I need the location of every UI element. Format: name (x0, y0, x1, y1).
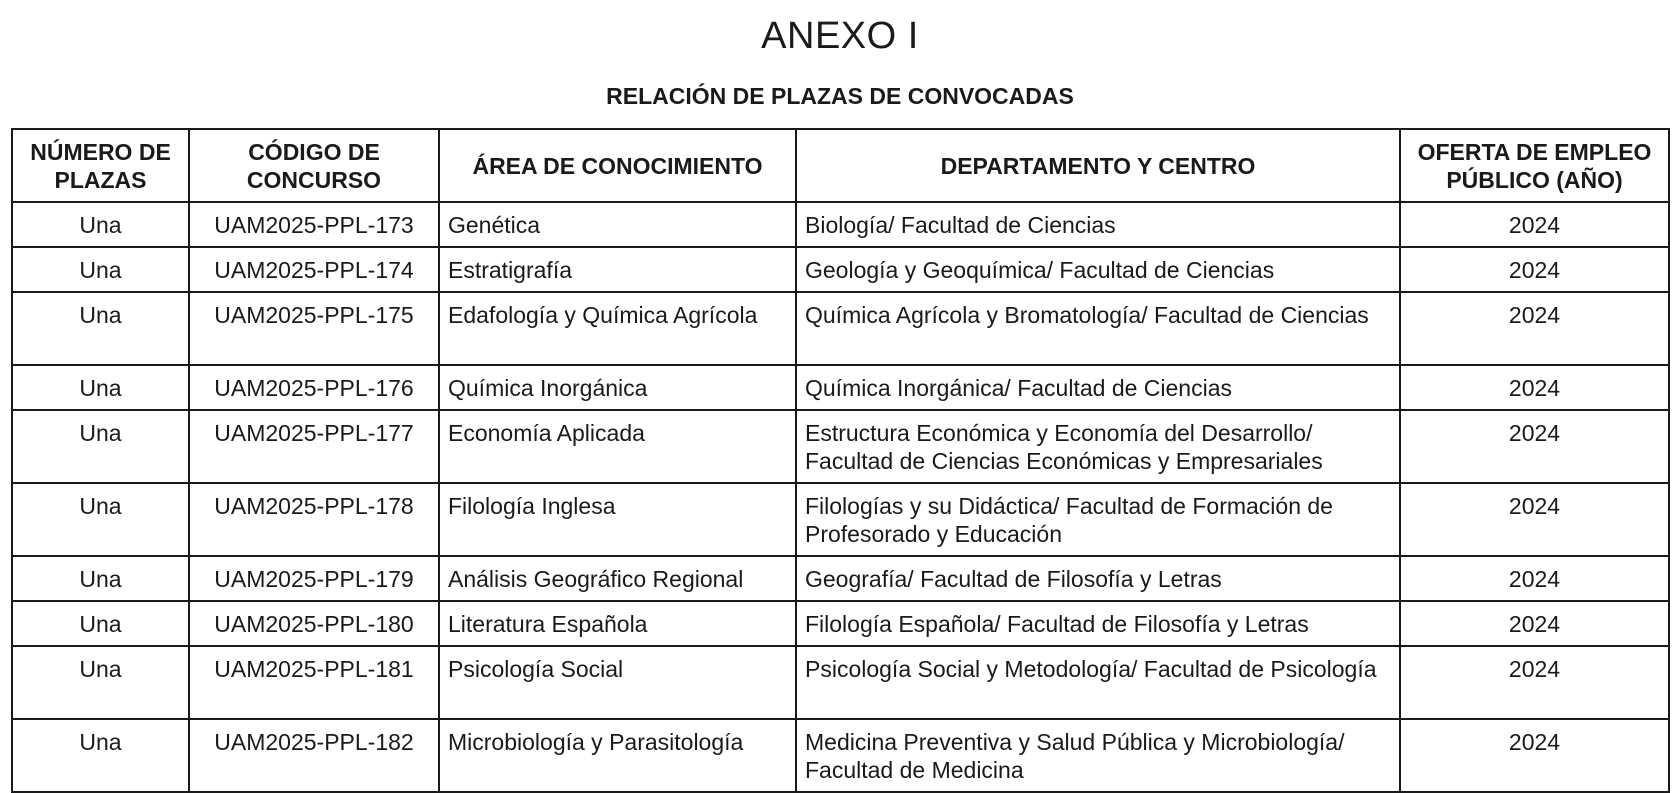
cell-codigo: UAM2025-PPL-173 (189, 202, 439, 247)
table-row (12, 719, 1669, 792)
cell-area: Genética (439, 202, 796, 247)
cell-oferta: 2024 (1400, 646, 1669, 719)
cell-area: Economía Aplicada (439, 410, 796, 483)
cell-departamento: Filología Española/ Facultad de Filosofía y Letras (796, 601, 1400, 646)
header-oferta-empleo (1400, 129, 1669, 202)
cell-departamento: Psicología Social y Metodología/ Facultad de Psicología (796, 646, 1400, 719)
cell-departamento: Medicina Preventiva y Salud Pública y Microbiología/ Facultad de Medicina (796, 719, 1400, 792)
cell-numero: Una (12, 719, 189, 792)
table-header (12, 129, 1669, 202)
document-subtitle: RELACIÓN DE PLAZAS DE CONVOCADAS (606, 83, 1074, 109)
header-codigo-concurso (189, 129, 439, 202)
header-row (12, 129, 1669, 202)
table-row (12, 292, 1669, 365)
header-numero-line1: NÚMERO DE (30, 138, 171, 165)
cell-numero: Una (12, 247, 189, 292)
table-row (12, 646, 1669, 719)
cell-numero: Una (12, 410, 189, 483)
cell-numero: Una (12, 601, 189, 646)
cell-codigo: UAM2025-PPL-174 (189, 247, 439, 292)
table-row (12, 483, 1669, 556)
cell-numero: Una (12, 483, 189, 556)
cell-departamento: Estructura Económica y Economía del Desarrollo/ Facultad de Ciencias Económicas y Empresariales (796, 410, 1400, 483)
header-departamento-centro: DEPARTAMENTO Y CENTRO (796, 129, 1400, 202)
cell-area: Química Inorgánica (439, 365, 796, 410)
cell-oferta: 2024 (1400, 365, 1669, 410)
cell-numero: Una (12, 292, 189, 365)
cell-oferta: 2024 (1400, 601, 1669, 646)
header-oferta-line2: PÚBLICO (AÑO) (1446, 166, 1623, 193)
cell-codigo: UAM2025-PPL-176 (189, 365, 439, 410)
cell-area: Análisis Geográfico Regional (439, 556, 796, 601)
header-numero-plazas (12, 129, 189, 202)
table-row (12, 601, 1669, 646)
plazas-table (11, 128, 1670, 793)
cell-area: Edafología y Química Agrícola (439, 292, 796, 365)
header-codigo-line1: CÓDIGO DE (248, 138, 380, 165)
cell-codigo: UAM2025-PPL-182 (189, 719, 439, 792)
cell-oferta: 2024 (1400, 202, 1669, 247)
cell-oferta: 2024 (1400, 410, 1669, 483)
cell-codigo: UAM2025-PPL-179 (189, 556, 439, 601)
cell-departamento: Filologías y su Didáctica/ Facultad de Formación de Profesorado y Educación (796, 483, 1400, 556)
header-numero-line2: PLAZAS (54, 166, 147, 193)
table-row (12, 410, 1669, 483)
table-row (12, 202, 1669, 247)
cell-oferta: 2024 (1400, 483, 1669, 556)
cell-numero: Una (12, 646, 189, 719)
cell-oferta: 2024 (1400, 247, 1669, 292)
cell-departamento: Química Inorgánica/ Facultad de Ciencias (796, 365, 1400, 410)
cell-area: Microbiología y Parasitología (439, 719, 796, 792)
cell-area: Literatura Española (439, 601, 796, 646)
table-body (12, 202, 1669, 792)
cell-area: Psicología Social (439, 646, 796, 719)
cell-area: Filología Inglesa (439, 483, 796, 556)
cell-numero: Una (12, 202, 189, 247)
cell-departamento: Geología y Geoquímica/ Facultad de Ciencias (796, 247, 1400, 292)
cell-oferta: 2024 (1400, 292, 1669, 365)
header-oferta-line1: OFERTA DE EMPLEO (1417, 138, 1652, 165)
cell-departamento: Geografía/ Facultad de Filosofía y Letras (796, 556, 1400, 601)
table-row (12, 247, 1669, 292)
header-codigo-line2: CONCURSO (246, 166, 382, 193)
cell-oferta: 2024 (1400, 719, 1669, 792)
cell-departamento: Química Agrícola y Bromatología/ Facultad de Ciencias (796, 292, 1400, 365)
cell-area: Estratigrafía (439, 247, 796, 292)
cell-oferta: 2024 (1400, 556, 1669, 601)
header-area-conocimiento: ÁREA DE CONOCIMIENTO (439, 129, 796, 202)
document-title: ANEXO I (761, 15, 919, 57)
cell-codigo: UAM2025-PPL-181 (189, 646, 439, 719)
table-row (12, 556, 1669, 601)
cell-departamento: Biología/ Facultad de Ciencias (796, 202, 1400, 247)
cell-codigo: UAM2025-PPL-175 (189, 292, 439, 365)
cell-codigo: UAM2025-PPL-177 (189, 410, 439, 483)
cell-numero: Una (12, 365, 189, 410)
table-row (12, 365, 1669, 410)
cell-numero: Una (12, 556, 189, 601)
cell-codigo: UAM2025-PPL-178 (189, 483, 439, 556)
cell-codigo: UAM2025-PPL-180 (189, 601, 439, 646)
